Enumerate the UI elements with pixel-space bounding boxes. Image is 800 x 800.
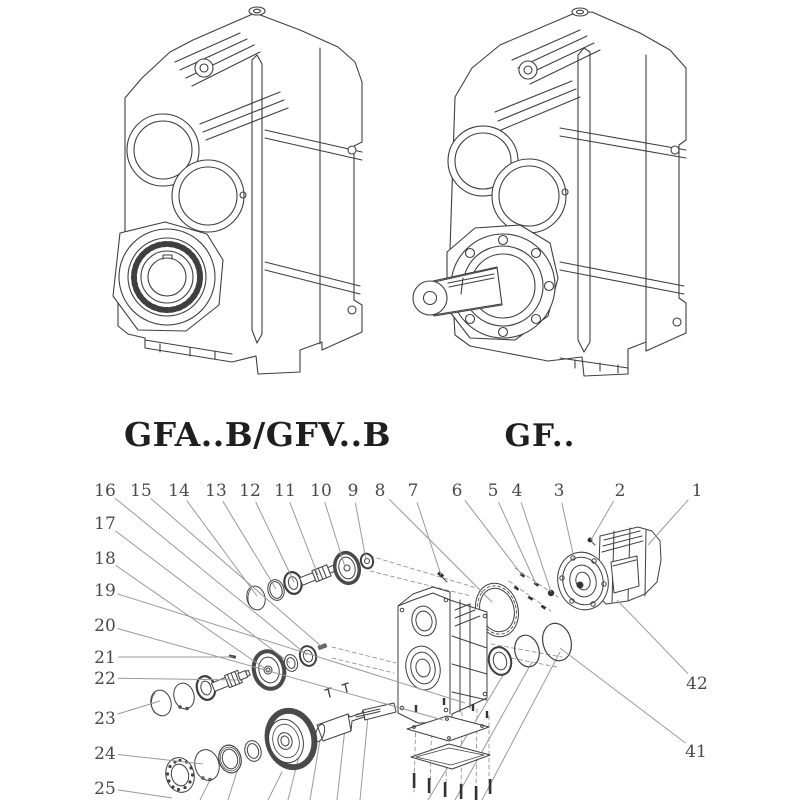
exploded-view-diagram <box>148 527 661 800</box>
part-callout-number: 2 <box>614 481 626 501</box>
input-shaft-assembly <box>244 550 375 612</box>
motor-part <box>551 527 661 615</box>
part-callout-number: 16 <box>94 481 116 501</box>
part-callout-line <box>116 565 267 670</box>
model-caption-right: GF.. <box>504 418 576 454</box>
part-callout-number: 10 <box>310 481 332 501</box>
part-callout-number: 22 <box>94 669 116 689</box>
gearbox-housing-part <box>398 587 487 723</box>
model-caption-left: GFA..B/GFV..B <box>124 415 392 454</box>
part-callout-line <box>648 500 688 545</box>
part-callout-number: 42 <box>686 674 708 694</box>
part-callout-line <box>617 600 688 674</box>
part-callout-number: 7 <box>407 481 419 501</box>
part-callout-line <box>389 499 492 602</box>
part-callout-number: 3 <box>553 481 565 501</box>
part-callout-number: 14 <box>168 481 190 501</box>
part-callout-line <box>498 502 536 584</box>
part-callout-number: 8 <box>374 481 386 501</box>
part-callout-number: 24 <box>94 744 116 764</box>
part-callout-number: 9 <box>347 481 359 501</box>
part-callout-number: 41 <box>685 742 707 762</box>
part-callout-number: 6 <box>451 481 463 501</box>
part-callout-number: 20 <box>94 616 116 636</box>
right-gearbox-drawing <box>413 8 686 376</box>
part-callout-number: 18 <box>94 549 116 569</box>
part-callout-number: 25 <box>94 779 116 799</box>
part-callout-line <box>256 502 294 582</box>
part-callout-number: 23 <box>94 709 116 729</box>
part-callout-line <box>325 502 345 567</box>
part-callout-number: 13 <box>205 481 227 501</box>
part-callout-line <box>521 502 551 592</box>
intermediate-shaft-assembly <box>148 643 327 718</box>
part-callout-number: 4 <box>511 481 523 501</box>
part-callout-number: 5 <box>487 481 499 501</box>
part-callout-number: 21 <box>94 648 116 668</box>
part-callout-number: 11 <box>274 481 296 501</box>
part-callout-line <box>465 500 522 575</box>
part-callout-number: 15 <box>130 481 152 501</box>
part-callout-line <box>223 501 276 589</box>
part-callout-line <box>562 503 574 558</box>
part-callout-line <box>118 790 172 798</box>
part-callout-line <box>118 754 203 764</box>
part-callout-number: 1 <box>691 481 703 501</box>
part-callout-line <box>355 503 366 560</box>
part-callout-number: 12 <box>239 481 261 501</box>
part-callout-number: 17 <box>94 514 116 534</box>
part-callout-line <box>560 648 686 743</box>
part-callout-number: 19 <box>94 581 116 601</box>
left-gearbox-drawing <box>113 7 362 374</box>
part-callout-line <box>290 502 318 575</box>
